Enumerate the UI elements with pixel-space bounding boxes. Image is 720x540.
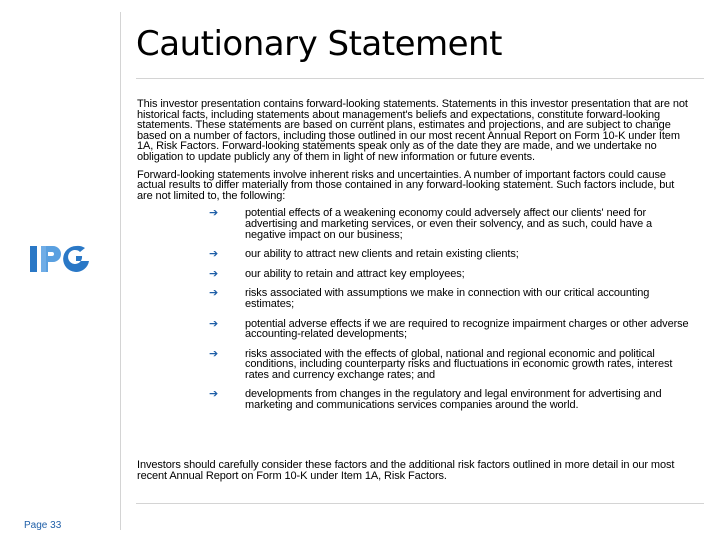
arrow-right-icon: ➔: [209, 387, 219, 401]
arrow-right-icon: ➔: [209, 286, 219, 300]
list-item: [209, 249, 692, 260]
list-item: [209, 208, 692, 240]
arrow-right-icon: ➔: [209, 247, 219, 261]
ipg-logo: [28, 240, 94, 278]
vertical-divider: [120, 12, 121, 530]
title-divider: [136, 78, 704, 79]
closing-paragraph: Investors should carefully consider these factors and the additional risk factors outlined in more detail in our most recent Annual Report on Form 10-K under Item 1A, Risk Factors.: [137, 459, 675, 482]
statement-body: [137, 99, 692, 420]
arrow-right-icon: ➔: [209, 346, 219, 360]
list-item: [209, 266, 692, 280]
risk-factor-list: [137, 208, 692, 410]
page-title: Cautionary Statement: [136, 24, 502, 64]
list-item-text: risks associated with assumptions we make in connection with our critical accounting estimates;: [245, 287, 650, 310]
footer-divider: [136, 503, 704, 504]
arrow-right-icon: ➔: [209, 316, 219, 330]
list-item: [209, 288, 692, 309]
list-item: [209, 316, 692, 341]
list-item: [209, 346, 692, 381]
list-item-text: potential effects of a weakening economy could adversely affect our clients' need for advertising and marketing services, or even their solvency, and as such, could have a negative impact on our business;: [245, 207, 653, 241]
list-item-text: potential adverse effects if we are required to recognize impairment charges or other adverse accounting-related developments;: [245, 317, 689, 341]
list-item-text: risks associated with the effects of global, national and regional economic and political conditions, including counterparty risks and fluctuations in economic growth rates, interest rates and currency exchange rates; and: [245, 347, 673, 381]
arrow-right-icon: ➔: [209, 206, 219, 220]
page-number: Page 33: [24, 520, 62, 531]
arrow-right-icon: ➔: [209, 266, 219, 280]
list-item-text: our ability to attract new clients and retain existing clients;: [245, 248, 519, 261]
list-item: [209, 389, 692, 410]
factors-paragraph: Forward-looking statements involve inherent risks and uncertainties. A number of important factors could cause actual results to differ materially from those contained in any forward-looking statement. Such factors include, but are not limited to, the following:: [137, 168, 675, 202]
intro-paragraph: This investor presentation contains forward-looking statements. Statements in this investor presentation that are not historical facts, including statements about management's beliefs and expectations, constitute forward-looking statements. These statements are based on current plans, estimates and projections, and are subject to change based on a number of factors, including those outlined in our most recent Annual Report on Form 10-K under Item 1A, Risk Factors. Forward-looking statements speak only as of the date they are made, and we undertake no obligation to update publicly any of them in light of new information or future events.: [137, 98, 688, 163]
list-item-text: our ability to retain and attract key employees;: [245, 267, 465, 280]
list-item-text: developments from changes in the regulatory and legal environment for advertising and marketing and communications services companies around the world.: [245, 388, 662, 412]
